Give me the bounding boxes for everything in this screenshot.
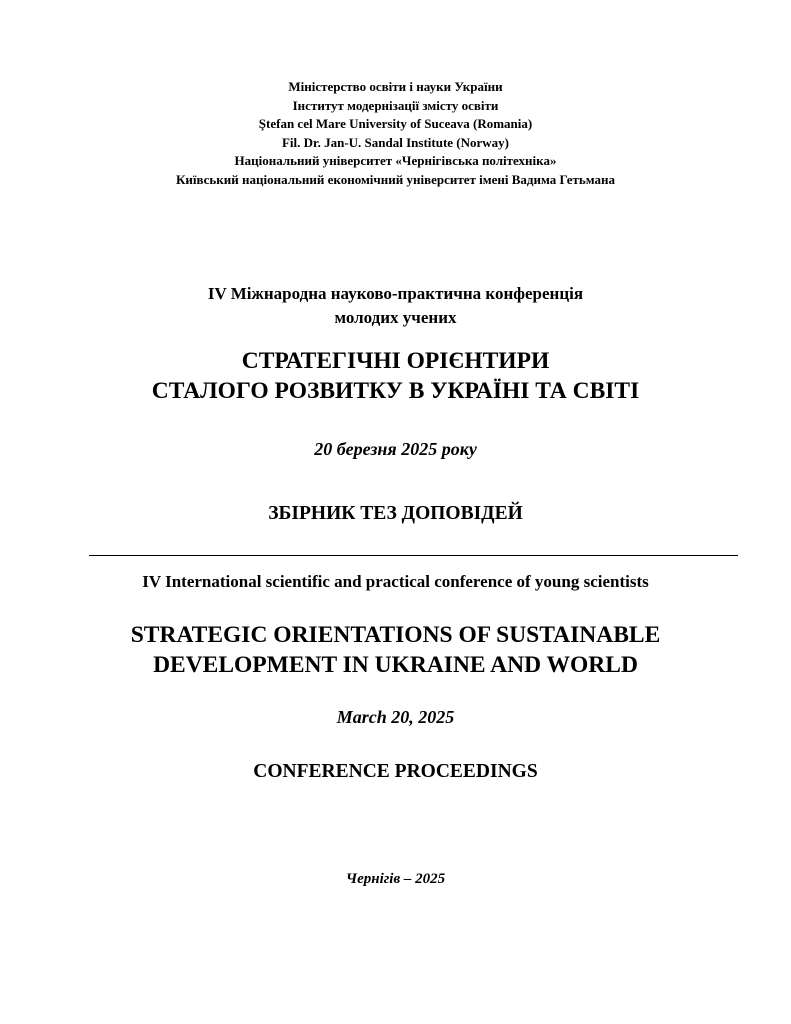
conference-title-en-line1: STRATEGIC ORIENTATIONS OF SUSTAINABLE — [130, 622, 661, 648]
proceedings-label-ua: ЗБІРНИК ТЕЗ ДОПОВІДЕЙ — [268, 503, 523, 524]
conference-name-ua-line1: IV Міжнародна науково-практична конференція — [207, 284, 584, 303]
organizer: Київський національний економічний університет імені Вадима Гетьмана — [175, 171, 616, 187]
organizer: Національний університет «Чернігівська політехніка» — [234, 153, 557, 169]
organizer: Інститут модернізації змісту освіти — [292, 97, 499, 113]
conference-title-ua-line1: СТРАТЕГІЧНІ ОРІЄНТИРИ — [241, 348, 550, 374]
conference-title-en-line2: DEVELOPMENT IN UKRAINE AND WORLD — [153, 652, 638, 678]
organizers-list — [0, 78, 791, 190]
organizer: Fil. Dr. Jan-U. Sandal Institute (Norway) — [281, 134, 510, 150]
conference-date-en: March 20, 2025 — [336, 707, 455, 727]
conference-name-ua-line2: молодих учених — [334, 308, 457, 327]
section-divider — [89, 555, 738, 556]
conference-title-ua-line2: СТАЛОГО РОЗВИТКУ В УКРАЇНІ ТА СВІТІ — [151, 378, 640, 404]
proceedings-label-en: CONFERENCE PROCEEDINGS — [253, 761, 538, 782]
conference-title-ua — [0, 346, 791, 406]
conference-name-ua — [0, 282, 791, 330]
conference-name-en: IV International scientific and practical conference of young scientists — [142, 572, 649, 591]
imprint-place-year: Чернігів – 2025 — [345, 871, 446, 887]
conference-date-ua: 20 березня 2025 року — [314, 439, 477, 459]
organizer: Міністерство освіти і науки України — [288, 79, 503, 94]
conference-title-en — [0, 620, 791, 680]
organizer: Ştefan cel Mare University of Suceava (Romania) — [258, 116, 533, 132]
